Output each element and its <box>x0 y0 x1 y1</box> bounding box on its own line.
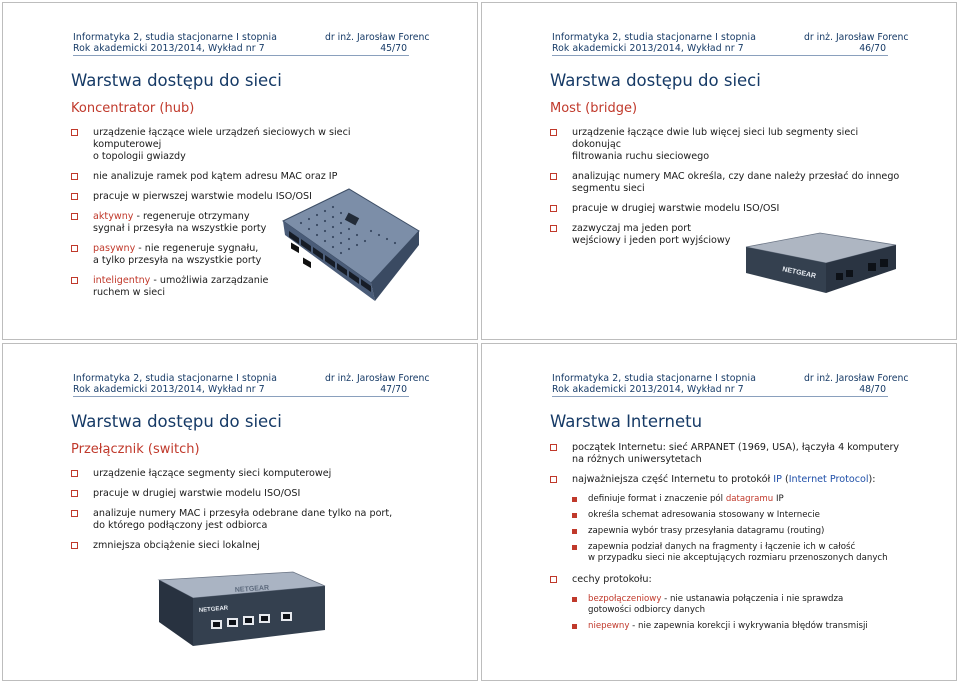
list-item: aktywny - regeneruje otrzymany sygnał i przesyła na wszystkie porty <box>71 211 421 235</box>
page-number: 45/70 <box>380 43 407 54</box>
sub-list-item: bezpołączeniowy - nie ustanawia połączenia i nie sprawdza gotowości odbiorcy danych <box>550 594 920 616</box>
bullet-square-icon <box>572 497 577 502</box>
header-course: Informatyka 2, studia stacjonarne I stopnia <box>552 373 757 384</box>
list-item: inteligentny - umożliwia zarządzanie ruchem w sieci <box>71 275 421 299</box>
bullet-box-icon <box>71 173 78 180</box>
sub-list-item: definiuje format i znaczenie pól datagramu IP <box>550 494 920 505</box>
slide-header <box>482 344 956 398</box>
header-author: dr inż. Jarosław Forenc <box>804 373 909 384</box>
bullet-square-icon <box>572 624 577 629</box>
list-item: cechy protokołu: <box>550 574 920 586</box>
bridge-device-image <box>740 229 900 299</box>
header-year: Rok akademicki 2013/2014, Wykład nr 7 <box>552 43 744 54</box>
bullet-box-icon <box>550 225 557 232</box>
bullet-box-icon <box>550 476 557 483</box>
bullet-box-icon <box>71 470 78 477</box>
header-course: Informatyka 2, studia stacjonarne I stopnia <box>73 32 278 43</box>
list-item: pracuje w drugiej warstwie modelu ISO/OSI <box>550 203 910 215</box>
header-rule <box>552 396 888 397</box>
bullet-list <box>550 442 920 637</box>
bullet-box-icon <box>71 213 78 220</box>
slide-header <box>482 3 956 57</box>
sub-list-item: określa schemat adresowania stosowany w Internecie <box>550 510 920 521</box>
brand-logo-top: NETGEAR <box>234 584 270 594</box>
list-item: zmniejsza obciążenie sieci lokalnej <box>71 540 431 552</box>
bullet-box-icon <box>550 129 557 136</box>
slide-title: Warstwa dostępu do sieci <box>71 412 282 431</box>
header-year: Rok akademicki 2013/2014, Wykład nr 7 <box>73 43 265 54</box>
bullet-box-icon <box>71 129 78 136</box>
list-item: początek Internetu: sieć ARPANET (1969, USA), łączyła 4 komputery na różnych uniwersytetach <box>550 442 920 466</box>
bullet-box-icon <box>550 576 557 583</box>
bullet-square-icon <box>572 529 577 534</box>
page-number: 48/70 <box>859 384 886 395</box>
header-course: Informatyka 2, studia stacjonarne I stopnia <box>73 373 278 384</box>
page-number: 46/70 <box>859 43 886 54</box>
bullet-square-icon <box>572 545 577 550</box>
bullet-box-icon <box>550 444 557 451</box>
list-item: urządzenie łączące segmenty sieci komputerowej <box>71 468 431 480</box>
sub-list-item: niepewny - nie zapewnia korekcji i wykrywania błędów transmisji <box>550 621 920 632</box>
brand-logo: NETGEAR <box>781 266 817 281</box>
slide-title: Warstwa dostępu do sieci <box>550 71 761 90</box>
slide-title: Warstwa dostępu do sieci <box>71 71 282 90</box>
list-item: najważniejsza część Internetu to protokół IP (Internet Protocol): <box>550 474 920 486</box>
slide-title: Warstwa Internetu <box>550 412 703 431</box>
list-item: pracuje w pierwszej warstwie modelu ISO/OSI <box>71 191 421 203</box>
bullet-box-icon <box>71 490 78 497</box>
bullet-box-icon <box>71 510 78 517</box>
slide-46 <box>481 2 957 340</box>
switch-device-image <box>153 570 333 650</box>
slide-48 <box>481 343 957 681</box>
bullet-square-icon <box>572 513 577 518</box>
slide-header <box>3 344 477 398</box>
bullet-box-icon <box>71 245 78 252</box>
bullet-box-icon <box>550 173 557 180</box>
slide-header <box>3 3 477 57</box>
bullet-box-icon <box>71 542 78 549</box>
bullet-box-icon <box>71 277 78 284</box>
list-item: pracuje w drugiej warstwie modelu ISO/OSI <box>71 488 431 500</box>
header-rule <box>73 55 409 56</box>
header-rule <box>552 55 888 56</box>
list-item: nie analizuje ramek pod kątem adresu MAC oraz IP <box>71 171 421 183</box>
header-author: dr inż. Jarosław Forenc <box>325 373 430 384</box>
header-year: Rok akademicki 2013/2014, Wykład nr 7 <box>73 384 265 395</box>
slide-subtitle: Przełącznik (switch) <box>71 442 200 457</box>
slide-subtitle: Koncentrator (hub) <box>71 101 195 116</box>
list-item: analizuje numery MAC i przesyła odebrane dane tylko na port, do którego podłączony jest odbiorca <box>71 508 431 532</box>
header-author: dr inż. Jarosław Forenc <box>325 32 430 43</box>
sub-list-item: zapewnia wybór trasy przesyłania datagramu (routing) <box>550 526 920 537</box>
list-item: urządzenie łączące dwie lub więcej sieci lub segmenty sieci dokonując filtrowania ruchu sieciowego <box>550 127 910 163</box>
sub-list-item: zapewnia podział danych na fragmenty i łączenie ich w całość w przypadku sieci nie akceptujących rozmiaru przenoszonych danych <box>550 542 920 564</box>
header-course: Informatyka 2, studia stacjonarne I stopnia <box>552 32 757 43</box>
slide-subtitle: Most (bridge) <box>550 101 638 116</box>
list-item: urządzenie łączące wiele urządzeń sieciowych w sieci komputerowej o topologii gwiazdy <box>71 127 421 163</box>
bullet-box-icon <box>71 193 78 200</box>
slide-47 <box>2 343 478 681</box>
hub-device-image <box>271 183 421 313</box>
brand-logo-front: NETGEAR <box>198 605 229 614</box>
list-item: analizując numery MAC określa, czy dane należy przesłać do innego segmentu sieci <box>550 171 910 195</box>
bullet-box-icon <box>550 205 557 212</box>
header-author: dr inż. Jarosław Forenc <box>804 32 909 43</box>
bullet-list <box>71 468 431 560</box>
bullet-square-icon <box>572 597 577 602</box>
list-item: zazwyczaj ma jeden port wejściowy i jeden port wyjściowy <box>550 223 910 247</box>
header-year: Rok akademicki 2013/2014, Wykład nr 7 <box>552 384 744 395</box>
page-number: 47/70 <box>380 384 407 395</box>
slide-45 <box>2 2 478 340</box>
header-rule <box>73 396 409 397</box>
list-item: pasywny - nie regeneruje sygnału, a tylko przesyła na wszystkie porty <box>71 243 421 267</box>
